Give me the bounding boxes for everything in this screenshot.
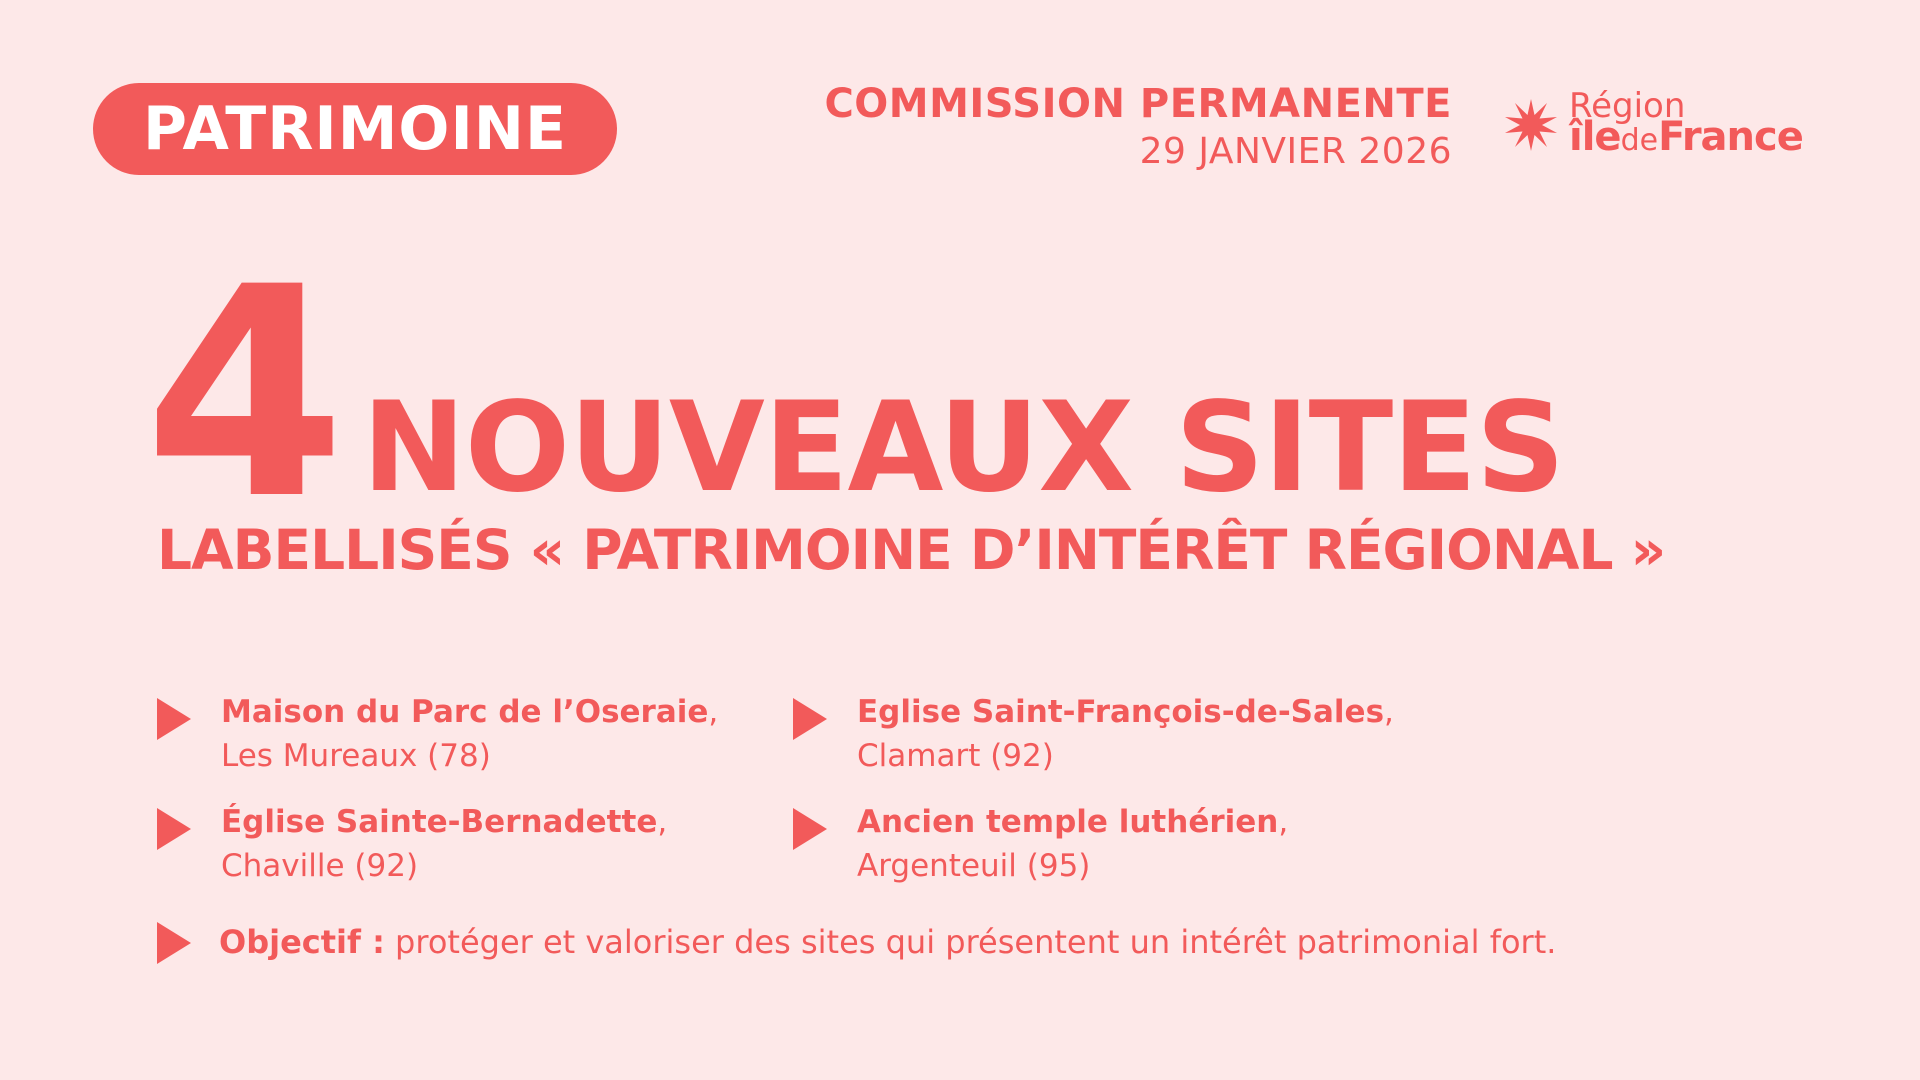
- site-name: [221, 690, 718, 734]
- site-name-comma: ,: [708, 694, 719, 730]
- site-city: Les Mureaux (78): [221, 738, 491, 774]
- logo-de: de: [1620, 123, 1659, 158]
- site-name-text: Église Sainte-Bernadette: [221, 804, 658, 840]
- objectif-body: protéger et valoriser des sites qui présentent un intérêt patrimonial fort.: [395, 923, 1557, 961]
- logo-iledefrance-text: [1569, 114, 1803, 160]
- logo-region-text: Région: [1569, 86, 1686, 126]
- site-name-comma: ,: [1278, 804, 1289, 840]
- site-name-text: Maison du Parc de l’Oseraie: [221, 694, 709, 730]
- site-name-comma: ,: [1384, 694, 1394, 730]
- site-city: Argenteuil (95): [857, 848, 1091, 884]
- triangle-bullet-icon: [157, 922, 191, 964]
- triangle-bullet-icon: [157, 808, 191, 850]
- commission-date: 29 JANVIER 2026: [1139, 131, 1452, 172]
- headline-number: 4: [144, 226, 346, 563]
- triangle-bullet-icon: [157, 698, 191, 740]
- site-name: [857, 690, 1394, 734]
- headline-title: NOUVEAUX SITES: [362, 376, 1565, 520]
- category-label: PATRIMOINE: [143, 94, 567, 164]
- category-badge: [93, 83, 617, 175]
- site-name: [221, 800, 667, 844]
- site-city: Clamart (92): [857, 738, 1054, 774]
- objectif-text: [219, 920, 1556, 964]
- logo-france: France: [1658, 114, 1803, 160]
- objectif-label: Objectif :: [219, 923, 385, 961]
- commission-title: COMMISSION PERMANENTE: [824, 81, 1452, 127]
- star-burst-icon: [1503, 97, 1559, 153]
- site-name-text: Eglise Saint-François-de-Sales: [857, 694, 1385, 730]
- region-logo: [1503, 88, 1803, 160]
- logo-ile: île: [1569, 114, 1621, 160]
- triangle-bullet-icon: [793, 698, 827, 740]
- headline-subtitle: LABELLISÉS « PATRIMOINE D’INTÉRÊT RÉGIONAL »: [157, 518, 1666, 582]
- site-city: Chaville (92): [221, 848, 419, 884]
- site-name-comma: ,: [657, 804, 668, 840]
- site-name: [857, 800, 1288, 844]
- commission-block: [824, 80, 1452, 176]
- site-name-text: Ancien temple luthérien: [857, 804, 1279, 840]
- triangle-bullet-icon: [793, 808, 827, 850]
